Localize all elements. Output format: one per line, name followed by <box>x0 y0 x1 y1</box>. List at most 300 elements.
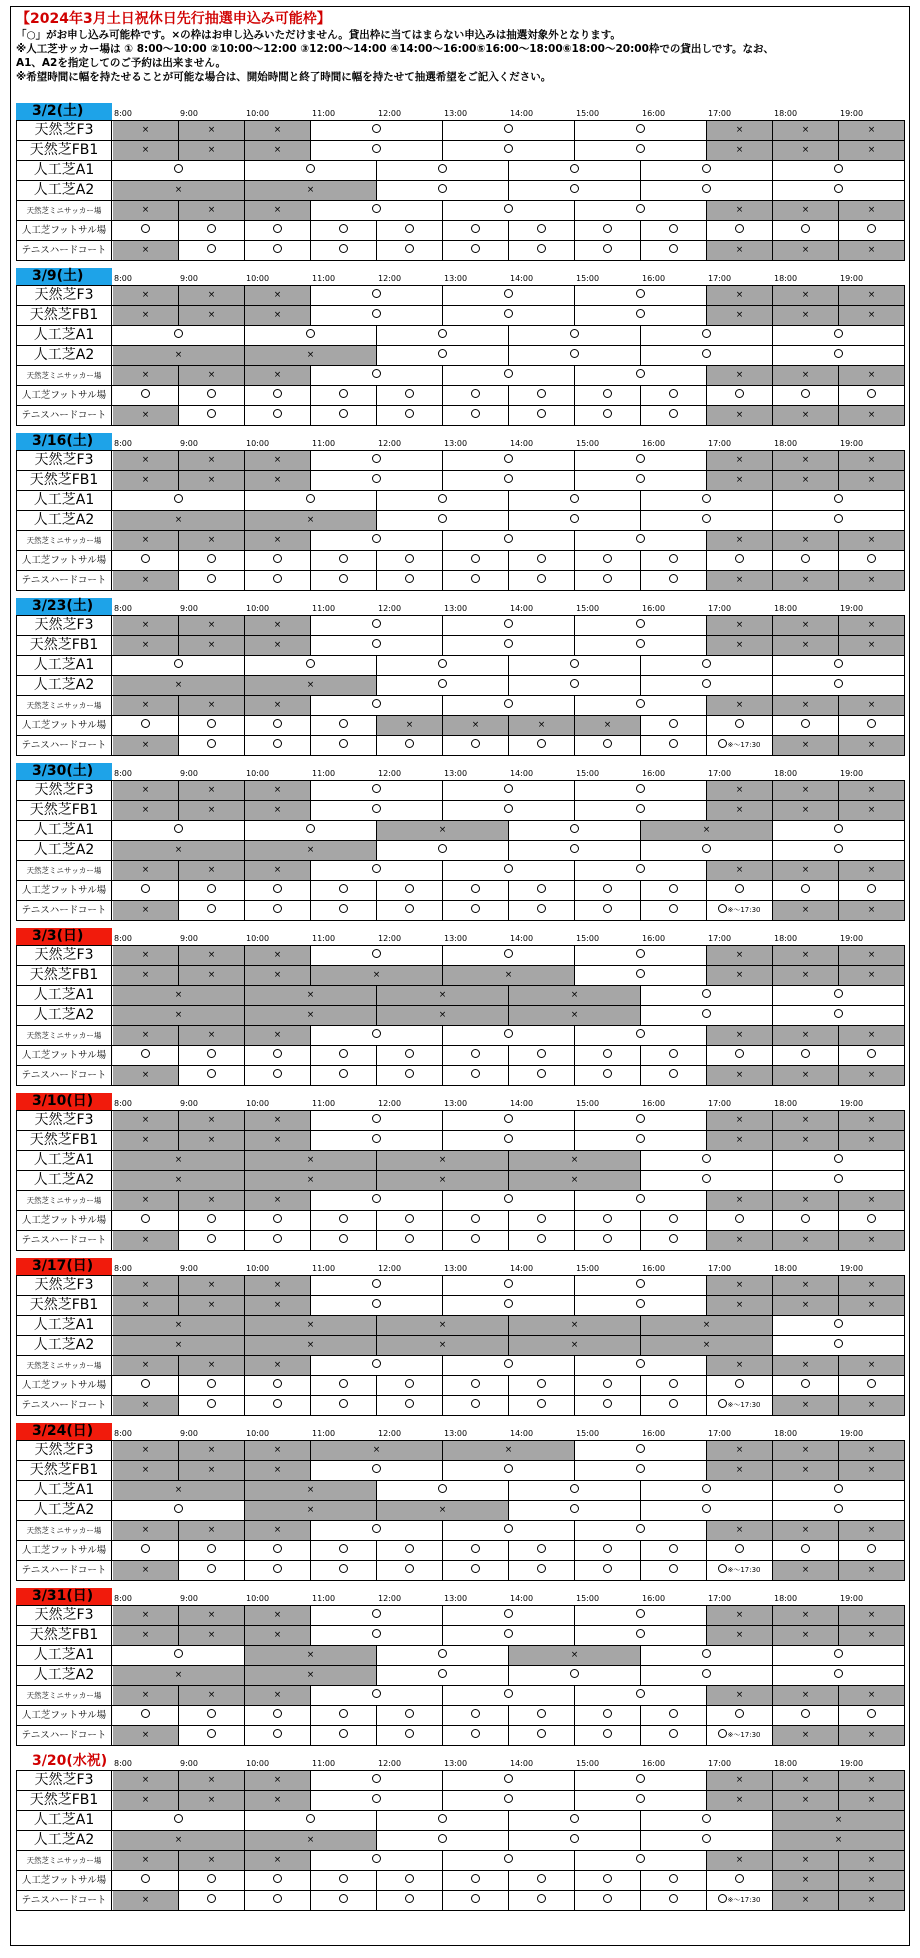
available-slot[interactable] <box>311 1561 377 1580</box>
available-slot[interactable] <box>773 181 905 200</box>
available-slot[interactable] <box>443 801 575 820</box>
available-slot[interactable] <box>311 451 443 470</box>
available-slot[interactable] <box>575 551 641 570</box>
available-slot[interactable] <box>509 406 575 425</box>
available-slot[interactable] <box>377 736 443 755</box>
available-slot[interactable] <box>575 141 707 160</box>
available-slot[interactable] <box>179 881 245 900</box>
available-slot[interactable] <box>245 1891 311 1910</box>
available-slot[interactable] <box>311 1771 443 1790</box>
available-slot[interactable] <box>509 676 641 695</box>
available-slot[interactable] <box>575 1231 641 1250</box>
available-slot[interactable] <box>575 121 707 140</box>
available-slot[interactable] <box>179 1706 245 1725</box>
available-slot[interactable] <box>377 511 509 530</box>
available-slot[interactable] <box>179 1046 245 1065</box>
available-slot[interactable] <box>311 736 377 755</box>
available-slot[interactable] <box>377 1646 509 1665</box>
available-slot[interactable] <box>113 716 179 735</box>
available-slot[interactable] <box>179 716 245 735</box>
available-slot[interactable] <box>575 1191 707 1210</box>
available-slot[interactable] <box>113 491 245 510</box>
available-slot[interactable] <box>245 821 377 840</box>
available-slot[interactable] <box>245 491 377 510</box>
available-slot[interactable] <box>509 1376 575 1395</box>
available-slot[interactable] <box>575 881 641 900</box>
available-slot[interactable] <box>509 551 575 570</box>
available-slot[interactable] <box>641 571 707 590</box>
available-slot[interactable] <box>773 221 839 240</box>
available-slot[interactable] <box>443 1356 575 1375</box>
available-slot[interactable] <box>509 1211 575 1230</box>
available-slot[interactable] <box>377 1666 509 1685</box>
available-slot[interactable] <box>377 1541 443 1560</box>
available-slot[interactable] <box>641 346 773 365</box>
available-slot[interactable] <box>443 286 575 305</box>
available-slot[interactable] <box>575 901 641 920</box>
available-slot[interactable] <box>773 386 839 405</box>
available-slot[interactable] <box>443 1626 575 1645</box>
available-slot[interactable] <box>773 1046 839 1065</box>
available-slot[interactable] <box>575 406 641 425</box>
available-slot[interactable] <box>839 1706 905 1725</box>
available-slot[interactable] <box>245 881 311 900</box>
available-slot[interactable] <box>575 1211 641 1230</box>
available-slot[interactable] <box>245 736 311 755</box>
available-slot[interactable] <box>641 241 707 260</box>
available-slot[interactable] <box>179 1726 245 1745</box>
available-slot[interactable] <box>245 551 311 570</box>
available-slot[interactable] <box>311 1541 377 1560</box>
available-slot[interactable] <box>509 571 575 590</box>
available-slot[interactable] <box>641 1811 773 1830</box>
available-slot[interactable] <box>641 551 707 570</box>
available-slot[interactable] <box>509 241 575 260</box>
available-slot[interactable] <box>443 616 575 635</box>
available-slot[interactable] <box>839 1046 905 1065</box>
available-slot[interactable] <box>311 781 443 800</box>
available-slot[interactable] <box>311 1706 377 1725</box>
available-slot[interactable] <box>575 946 707 965</box>
available-slot[interactable] <box>575 1561 641 1580</box>
available-slot[interactable] <box>377 1211 443 1230</box>
available-slot[interactable] <box>179 1376 245 1395</box>
available-slot[interactable] <box>377 1811 509 1830</box>
available-slot[interactable] <box>245 656 377 675</box>
available-slot[interactable] <box>245 386 311 405</box>
available-slot[interactable] <box>575 1066 641 1085</box>
available-slot[interactable] <box>113 1046 179 1065</box>
available-slot[interactable] <box>509 1891 575 1910</box>
available-slot[interactable] <box>311 1376 377 1395</box>
available-slot[interactable] <box>443 901 509 920</box>
available-slot[interactable] <box>311 1871 377 1890</box>
available-slot[interactable] <box>179 1561 245 1580</box>
available-slot[interactable] <box>377 241 443 260</box>
available-slot[interactable] <box>773 491 905 510</box>
available-slot[interactable] <box>443 1561 509 1580</box>
available-slot[interactable] <box>113 221 179 240</box>
available-slot[interactable] <box>443 1771 575 1790</box>
available-slot[interactable] <box>311 1191 443 1210</box>
available-slot[interactable] <box>641 676 773 695</box>
available-slot[interactable] <box>575 451 707 470</box>
available-slot[interactable] <box>707 716 773 735</box>
available-slot[interactable] <box>773 821 905 840</box>
available-slot[interactable] <box>641 1646 773 1665</box>
available-slot[interactable] <box>575 616 707 635</box>
available-slot[interactable] <box>245 1561 311 1580</box>
available-slot[interactable] <box>707 736 773 755</box>
available-slot[interactable] <box>575 1726 641 1745</box>
available-slot[interactable] <box>509 1066 575 1085</box>
available-slot[interactable] <box>641 1831 773 1850</box>
available-slot[interactable] <box>707 1891 773 1910</box>
available-slot[interactable] <box>311 901 377 920</box>
available-slot[interactable] <box>575 306 707 325</box>
available-slot[interactable] <box>443 1606 575 1625</box>
available-slot[interactable] <box>509 221 575 240</box>
available-slot[interactable] <box>575 966 707 985</box>
available-slot[interactable] <box>311 801 443 820</box>
available-slot[interactable] <box>509 1396 575 1415</box>
available-slot[interactable] <box>311 636 443 655</box>
available-slot[interactable] <box>377 1231 443 1250</box>
available-slot[interactable] <box>443 1706 509 1725</box>
available-slot[interactable] <box>773 1006 905 1025</box>
available-slot[interactable] <box>575 861 707 880</box>
available-slot[interactable] <box>377 1561 443 1580</box>
available-slot[interactable] <box>443 1521 575 1540</box>
available-slot[interactable] <box>773 1481 905 1500</box>
available-slot[interactable] <box>377 676 509 695</box>
available-slot[interactable] <box>443 736 509 755</box>
available-slot[interactable] <box>839 716 905 735</box>
available-slot[interactable] <box>641 1231 707 1250</box>
available-slot[interactable] <box>245 326 377 345</box>
available-slot[interactable] <box>245 901 311 920</box>
available-slot[interactable] <box>509 901 575 920</box>
available-slot[interactable] <box>575 1791 707 1810</box>
available-slot[interactable] <box>311 1131 443 1150</box>
available-slot[interactable] <box>773 1151 905 1170</box>
available-slot[interactable] <box>377 1831 509 1850</box>
available-slot[interactable] <box>443 451 575 470</box>
available-slot[interactable] <box>377 161 509 180</box>
available-slot[interactable] <box>443 141 575 160</box>
available-slot[interactable] <box>707 1541 773 1560</box>
available-slot[interactable] <box>311 241 377 260</box>
available-slot[interactable] <box>773 161 905 180</box>
available-slot[interactable] <box>707 1376 773 1395</box>
available-slot[interactable] <box>707 1561 773 1580</box>
available-slot[interactable] <box>773 1706 839 1725</box>
available-slot[interactable] <box>641 1871 707 1890</box>
available-slot[interactable] <box>377 1891 443 1910</box>
available-slot[interactable] <box>575 386 641 405</box>
available-slot[interactable] <box>443 881 509 900</box>
available-slot[interactable] <box>377 1481 509 1500</box>
available-slot[interactable] <box>641 1046 707 1065</box>
available-slot[interactable] <box>443 121 575 140</box>
available-slot[interactable] <box>443 1891 509 1910</box>
available-slot[interactable] <box>839 551 905 570</box>
available-slot[interactable] <box>509 1666 641 1685</box>
available-slot[interactable] <box>575 1046 641 1065</box>
available-slot[interactable] <box>245 221 311 240</box>
available-slot[interactable] <box>443 696 575 715</box>
available-slot[interactable] <box>773 676 905 695</box>
available-slot[interactable] <box>773 346 905 365</box>
available-slot[interactable] <box>311 1276 443 1295</box>
available-slot[interactable] <box>839 881 905 900</box>
available-slot[interactable] <box>773 1316 905 1335</box>
available-slot[interactable] <box>443 221 509 240</box>
available-slot[interactable] <box>443 1686 575 1705</box>
available-slot[interactable] <box>179 901 245 920</box>
available-slot[interactable] <box>641 1151 773 1170</box>
available-slot[interactable] <box>443 1871 509 1890</box>
available-slot[interactable] <box>575 201 707 220</box>
available-slot[interactable] <box>113 821 245 840</box>
available-slot[interactable] <box>641 1396 707 1415</box>
available-slot[interactable] <box>509 1231 575 1250</box>
available-slot[interactable] <box>773 716 839 735</box>
available-slot[interactable] <box>509 326 641 345</box>
available-slot[interactable] <box>509 736 575 755</box>
available-slot[interactable] <box>443 1791 575 1810</box>
available-slot[interactable] <box>245 716 311 735</box>
available-slot[interactable] <box>179 1211 245 1230</box>
available-slot[interactable] <box>443 1396 509 1415</box>
available-slot[interactable] <box>113 1811 245 1830</box>
available-slot[interactable] <box>575 781 707 800</box>
available-slot[interactable] <box>311 1396 377 1415</box>
available-slot[interactable] <box>443 1046 509 1065</box>
available-slot[interactable] <box>509 181 641 200</box>
available-slot[interactable] <box>773 986 905 1005</box>
available-slot[interactable] <box>575 1891 641 1910</box>
available-slot[interactable] <box>245 1811 377 1830</box>
available-slot[interactable] <box>377 326 509 345</box>
available-slot[interactable] <box>641 986 773 1005</box>
available-slot[interactable] <box>311 286 443 305</box>
available-slot[interactable] <box>641 386 707 405</box>
available-slot[interactable] <box>311 571 377 590</box>
available-slot[interactable] <box>707 1046 773 1065</box>
available-slot[interactable] <box>443 636 575 655</box>
available-slot[interactable] <box>773 1501 905 1520</box>
available-slot[interactable] <box>377 386 443 405</box>
available-slot[interactable] <box>245 1871 311 1890</box>
available-slot[interactable] <box>509 1561 575 1580</box>
available-slot[interactable] <box>245 1706 311 1725</box>
available-slot[interactable] <box>509 1541 575 1560</box>
available-slot[interactable] <box>311 366 443 385</box>
available-slot[interactable] <box>245 161 377 180</box>
available-slot[interactable] <box>245 1541 311 1560</box>
available-slot[interactable] <box>575 531 707 550</box>
available-slot[interactable] <box>311 1111 443 1130</box>
available-slot[interactable] <box>509 881 575 900</box>
available-slot[interactable] <box>377 406 443 425</box>
available-slot[interactable] <box>377 551 443 570</box>
available-slot[interactable] <box>245 1066 311 1085</box>
available-slot[interactable] <box>311 881 377 900</box>
available-slot[interactable] <box>443 1541 509 1560</box>
available-slot[interactable] <box>113 1376 179 1395</box>
available-slot[interactable] <box>575 1296 707 1315</box>
available-slot[interactable] <box>773 326 905 345</box>
available-slot[interactable] <box>311 861 443 880</box>
available-slot[interactable] <box>575 1851 707 1870</box>
available-slot[interactable] <box>641 1481 773 1500</box>
available-slot[interactable] <box>311 531 443 550</box>
available-slot[interactable] <box>641 736 707 755</box>
available-slot[interactable] <box>839 1541 905 1560</box>
available-slot[interactable] <box>641 1066 707 1085</box>
available-slot[interactable] <box>113 881 179 900</box>
available-slot[interactable] <box>311 221 377 240</box>
available-slot[interactable] <box>443 241 509 260</box>
available-slot[interactable] <box>311 1211 377 1230</box>
available-slot[interactable] <box>113 656 245 675</box>
available-slot[interactable] <box>311 616 443 635</box>
available-slot[interactable] <box>575 1521 707 1540</box>
available-slot[interactable] <box>575 636 707 655</box>
available-slot[interactable] <box>707 881 773 900</box>
available-slot[interactable] <box>311 716 377 735</box>
available-slot[interactable] <box>575 1376 641 1395</box>
available-slot[interactable] <box>575 571 641 590</box>
available-slot[interactable] <box>641 1171 773 1190</box>
available-slot[interactable] <box>641 181 773 200</box>
available-slot[interactable] <box>443 1296 575 1315</box>
available-slot[interactable] <box>179 221 245 240</box>
available-slot[interactable] <box>311 1461 443 1480</box>
available-slot[interactable] <box>443 1066 509 1085</box>
available-slot[interactable] <box>707 1706 773 1725</box>
available-slot[interactable] <box>377 1066 443 1085</box>
available-slot[interactable] <box>245 406 311 425</box>
available-slot[interactable] <box>443 946 575 965</box>
available-slot[interactable] <box>443 1231 509 1250</box>
available-slot[interactable] <box>575 471 707 490</box>
available-slot[interactable] <box>311 551 377 570</box>
available-slot[interactable] <box>245 1046 311 1065</box>
available-slot[interactable] <box>311 1296 443 1315</box>
available-slot[interactable] <box>443 1376 509 1395</box>
available-slot[interactable] <box>311 1026 443 1045</box>
available-slot[interactable] <box>443 1131 575 1150</box>
available-slot[interactable] <box>179 1231 245 1250</box>
available-slot[interactable] <box>773 1666 905 1685</box>
available-slot[interactable] <box>773 1336 905 1355</box>
available-slot[interactable] <box>377 1396 443 1415</box>
available-slot[interactable] <box>641 511 773 530</box>
available-slot[interactable] <box>311 1626 443 1645</box>
available-slot[interactable] <box>113 161 245 180</box>
available-slot[interactable] <box>377 1046 443 1065</box>
available-slot[interactable] <box>509 1831 641 1850</box>
available-slot[interactable] <box>839 221 905 240</box>
available-slot[interactable] <box>641 1706 707 1725</box>
available-slot[interactable] <box>641 1891 707 1910</box>
available-slot[interactable] <box>707 221 773 240</box>
available-slot[interactable] <box>575 1771 707 1790</box>
available-slot[interactable] <box>575 241 641 260</box>
available-slot[interactable] <box>641 901 707 920</box>
available-slot[interactable] <box>245 241 311 260</box>
available-slot[interactable] <box>509 821 641 840</box>
available-slot[interactable] <box>311 1726 377 1745</box>
available-slot[interactable] <box>575 1441 707 1460</box>
available-slot[interactable] <box>245 1376 311 1395</box>
available-slot[interactable] <box>179 571 245 590</box>
available-slot[interactable] <box>509 386 575 405</box>
available-slot[interactable] <box>443 201 575 220</box>
available-slot[interactable] <box>575 1276 707 1295</box>
available-slot[interactable] <box>509 161 641 180</box>
available-slot[interactable] <box>443 531 575 550</box>
available-slot[interactable] <box>311 1791 443 1810</box>
available-slot[interactable] <box>509 841 641 860</box>
available-slot[interactable] <box>641 161 773 180</box>
available-slot[interactable] <box>707 386 773 405</box>
available-slot[interactable] <box>443 1851 575 1870</box>
available-slot[interactable] <box>575 1131 707 1150</box>
available-slot[interactable] <box>707 1211 773 1230</box>
available-slot[interactable] <box>773 656 905 675</box>
available-slot[interactable] <box>443 306 575 325</box>
available-slot[interactable] <box>641 1666 773 1685</box>
available-slot[interactable] <box>509 1481 641 1500</box>
available-slot[interactable] <box>575 1626 707 1645</box>
available-slot[interactable] <box>773 551 839 570</box>
available-slot[interactable] <box>707 1871 773 1890</box>
available-slot[interactable] <box>707 1726 773 1745</box>
available-slot[interactable] <box>641 326 773 345</box>
available-slot[interactable] <box>773 1541 839 1560</box>
available-slot[interactable] <box>311 386 377 405</box>
available-slot[interactable] <box>575 1541 641 1560</box>
available-slot[interactable] <box>443 1276 575 1295</box>
available-slot[interactable] <box>377 1726 443 1745</box>
available-slot[interactable] <box>113 326 245 345</box>
available-slot[interactable] <box>311 406 377 425</box>
available-slot[interactable] <box>311 306 443 325</box>
available-slot[interactable] <box>311 696 443 715</box>
available-slot[interactable] <box>443 406 509 425</box>
available-slot[interactable] <box>773 841 905 860</box>
available-slot[interactable] <box>443 386 509 405</box>
available-slot[interactable] <box>245 1211 311 1230</box>
available-slot[interactable] <box>311 1606 443 1625</box>
available-slot[interactable] <box>773 1646 905 1665</box>
available-slot[interactable] <box>641 1501 773 1520</box>
available-slot[interactable] <box>575 801 707 820</box>
available-slot[interactable] <box>245 1726 311 1745</box>
available-slot[interactable] <box>311 1521 443 1540</box>
available-slot[interactable] <box>509 511 641 530</box>
available-slot[interactable] <box>311 1686 443 1705</box>
available-slot[interactable] <box>641 1541 707 1560</box>
available-slot[interactable] <box>311 1851 443 1870</box>
available-slot[interactable] <box>113 386 179 405</box>
available-slot[interactable] <box>773 881 839 900</box>
available-slot[interactable] <box>575 286 707 305</box>
available-slot[interactable] <box>707 1396 773 1415</box>
